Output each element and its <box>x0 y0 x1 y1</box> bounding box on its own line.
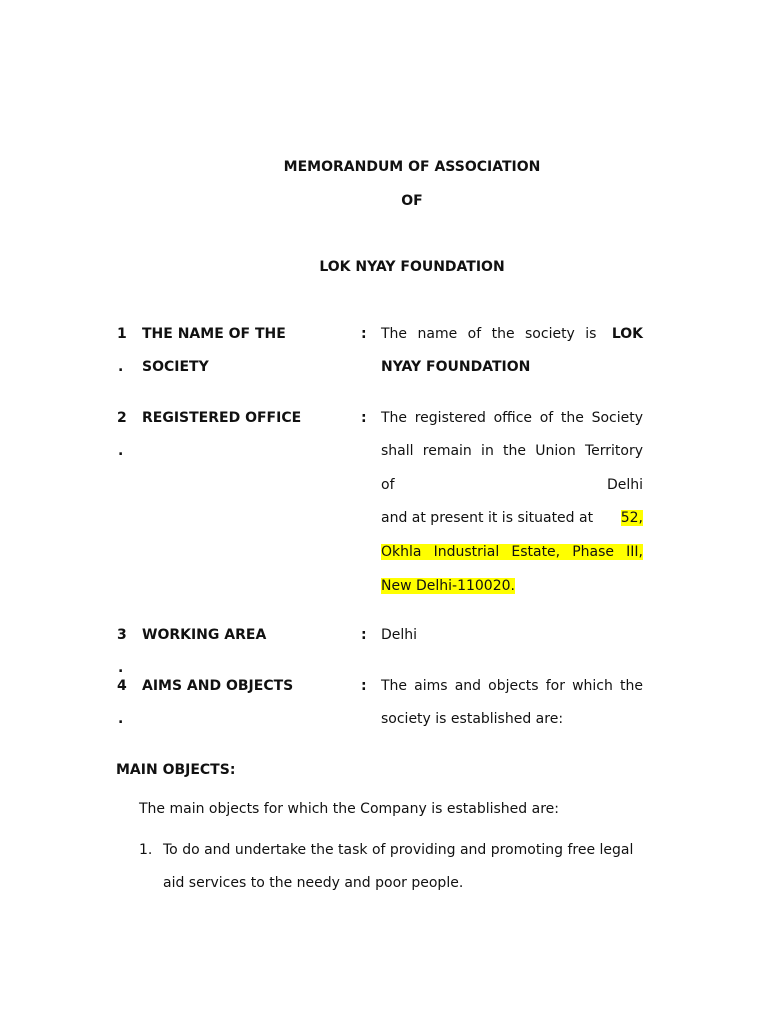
foundation-name: LOK NYAY FOUNDATION <box>319 259 505 275</box>
clause-colon: : <box>361 326 367 342</box>
clause-value-line: society is established are: <box>381 711 564 727</box>
clause-number-dot: . <box>118 660 124 676</box>
item-text-line: aid services to the needy and poor people. <box>163 875 464 891</box>
clause-value: Delhi <box>381 627 418 643</box>
clause-label: THE NAME OF THE <box>142 326 286 342</box>
clause-value-line <box>381 477 643 493</box>
clause-number: 3 <box>117 627 127 643</box>
highlighted-address: 52, <box>620 510 643 526</box>
value-text: and at present it is situated at <box>381 510 594 526</box>
clause-number: 4 <box>117 678 127 694</box>
clause-number-dot: . <box>118 359 124 375</box>
clause-number: 2 <box>117 410 127 426</box>
clause-colon: : <box>361 678 367 694</box>
main-objects-heading: MAIN OBJECTS: <box>116 762 236 778</box>
clause-number-dot: . <box>118 443 124 459</box>
clause-value-line: The registered office of the Society <box>381 410 643 426</box>
title-of: OF <box>401 193 423 209</box>
clause-value-line <box>381 510 643 526</box>
item-number: 1. <box>139 842 153 858</box>
clause-label: WORKING AREA <box>142 627 267 643</box>
value-text: of <box>381 477 395 493</box>
clause-number: 1 <box>117 326 127 342</box>
clause-colon: : <box>361 627 367 643</box>
clause-colon: : <box>361 410 367 426</box>
clause-value-bold: NYAY FOUNDATION <box>381 359 531 375</box>
clause-value-line: shall remain in the Union Territory <box>381 443 643 459</box>
value-text: The name of the society is <box>381 326 597 342</box>
clause-label: REGISTERED OFFICE <box>142 410 302 426</box>
highlighted-address: New Delhi-110020. <box>381 578 515 594</box>
item-text-line: To do and undertake the task of providing and promoting free legal <box>163 842 634 858</box>
clause-value <box>381 326 643 342</box>
clause-number-dot: . <box>118 711 124 727</box>
main-objects-intro: The main objects for which the Company is established are: <box>139 801 559 817</box>
clause-label: SOCIETY <box>142 359 209 375</box>
clause-label: AIMS AND OBJECTS <box>142 678 294 694</box>
value-text: Delhi <box>606 477 643 493</box>
document-title: MEMORANDUM OF ASSOCIATION <box>283 159 541 175</box>
highlighted-address: Okhla Industrial Estate, Phase III, <box>381 544 643 560</box>
value-bold: LOK <box>611 326 643 342</box>
highlighted-address-line <box>381 578 643 594</box>
clause-value-line: The aims and objects for which the <box>381 678 643 694</box>
highlighted-address-line <box>381 544 643 560</box>
